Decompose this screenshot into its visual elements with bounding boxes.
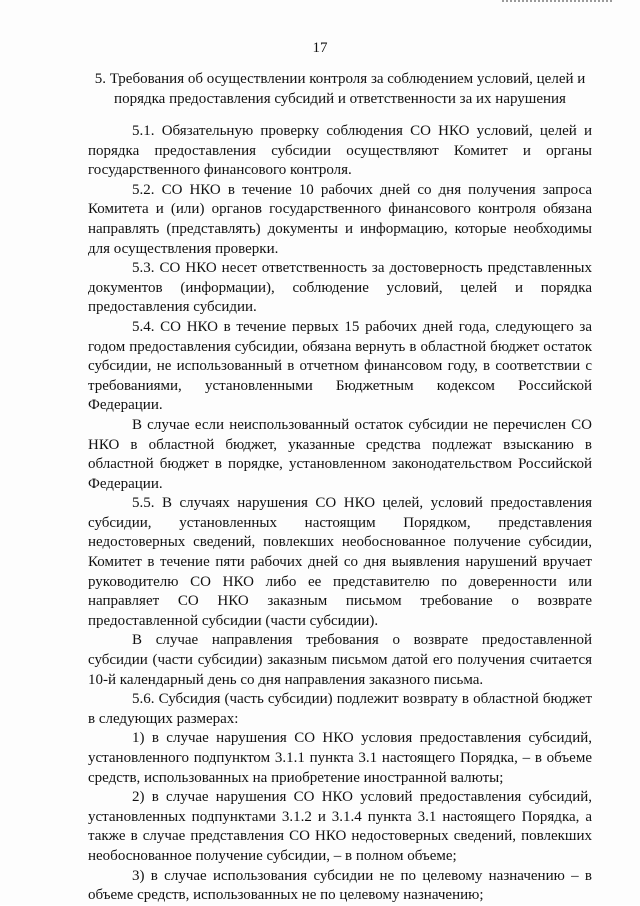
paragraph-5-3: 5.3. СО НКО несет ответственность за достоверность представленных документов (информации), соблюдение условий, целей и порядка предоставления субсидии. <box>88 260 592 316</box>
section-body <box>88 122 592 906</box>
scan-edge-mark <box>502 0 612 6</box>
list-item-3: 3) в случае использования субсидии не по целевому назначению – в объеме средств, использованных не по целевому назначению; <box>88 867 592 904</box>
paragraph-5-6: 5.6. Субсидия (часть субсидии) подлежит возврату в областной бюджет в следующих размерах: <box>88 691 592 727</box>
paragraph-5-4: 5.4. СО НКО в течение первых 15 рабочих дней года, следующего за годом предоставления субсидии, обязана вернуть в областной бюджет остаток субсидии, не использованный в отчетном финансовом году, в соответствии с требованиями, установленными Бюджетным кодексом Российской Федерации. <box>88 318 592 414</box>
paragraph-5-2: 5.2. СО НКО в течение 10 рабочих дней со дня получения запроса Комитета и (или) органов государственного финансового контроля обязана направлять (представлять) документы и информацию, которые необходимы для осуществления проверки. <box>88 181 592 257</box>
paragraph-5-1: 5.1. Обязательную проверку соблюдения СО НКО условий, целей и порядка предоставления субсидии осуществляют Комитет и органы государственного финансового контроля. <box>88 123 592 179</box>
page-number: 17 <box>312 40 328 56</box>
list-item-1: 1) в случае нарушения СО НКО условия предоставления субсидий, установленного подпунктом 3.1.1 пункта 3.1 настоящего Порядка, – в объеме средств, использованных на приобретение иностранной валюты; <box>88 730 592 786</box>
paragraph-5-5: 5.5. В случаях нарушения СО НКО целей, условий предоставления субсидии, установленных настоящим Порядком, представления недостоверных сведений, повлекших необоснованное получение субсидии, Комитет в течение пяти рабочих дней со дня выявления нарушений вручает руководителю СО НКО либо ее представителю по доверенности или направляет СО НКО заказным письмом требование о возврате предоставленной субсидии (части субсидии). <box>88 495 592 629</box>
section-heading: 5. Требования об осуществлении контроля за соблюдением условий, целей и порядка предоставления субсидий и ответственности за их нарушения <box>94 71 586 107</box>
paragraph-5-4-remainder: В случае если неиспользованный остаток субсидии не перечислен СО НКО в областной бюджет, указанные средства подлежат взысканию в областной бюджет в порядке, установленном законодательством Российской Федерации. <box>88 416 592 492</box>
list-item-2: 2) в случае нарушения СО НКО условий предоставления субсидий, установленных подпунктами 3.1.2 и 3.1.4 пункта 3.1 настоящего Порядка, а также в случае представления СО НКО недостоверных сведений, повлекших необоснованное получение субсидии, – в полном объеме; <box>88 789 592 864</box>
paragraph-5-5-notice: В случае направления требования о возврате предоставленной субсидии (части субсидии) заказным письмом датой его получения считается 10-й календарный день со дня направления заказного письма. <box>88 632 592 688</box>
